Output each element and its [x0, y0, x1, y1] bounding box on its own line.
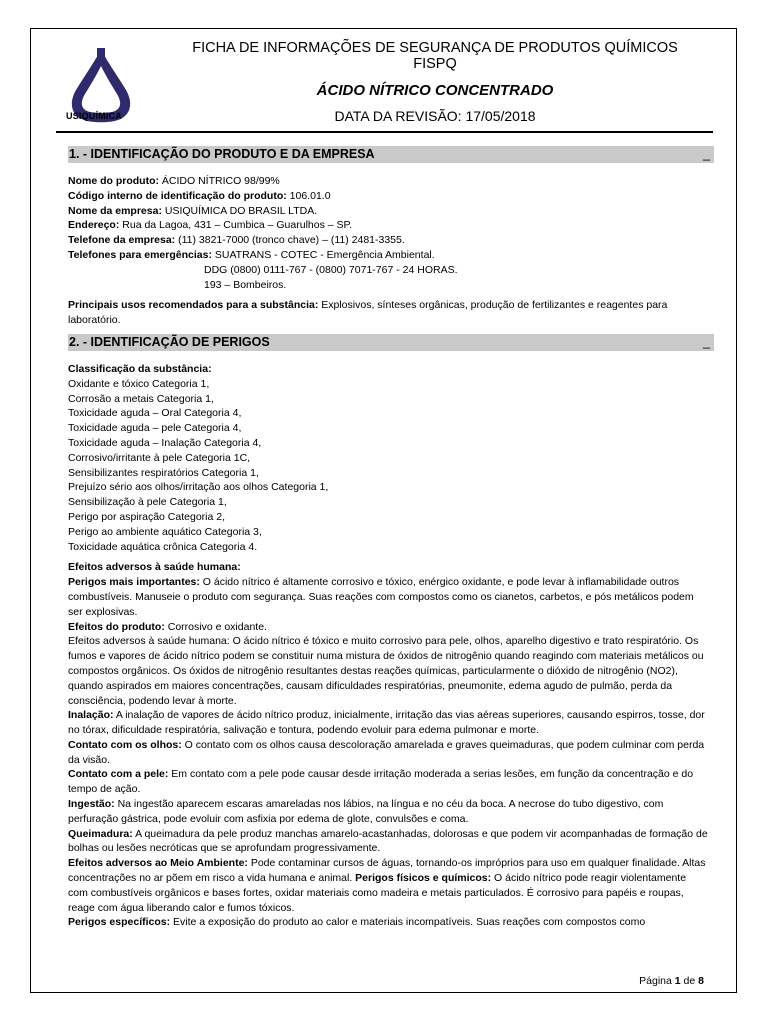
revision-date: DATA DA REVISÃO: 17/05/2018: [334, 108, 536, 124]
recommended-uses: Principais usos recomendados para a substância: Explosivos, sínteses orgânicas, produção de fertilizantes e reagentes para laboratório.: [68, 299, 668, 327]
section-2-heading: 2. - IDENTIFICAÇÃO DE PERIGOS _: [68, 334, 714, 351]
product-identification: Nome do produto: ÁCIDO NÍTRICO 98/99% Código interno de identificação do produto: 106.01.0 Nome da empresa: USIQUÍMICA DO BRASIL LTDA. Endereço: Rua da Lagoa, 431 – Cumbica – Guarulhos – SP. Telefone da empresa: (11) 3821-7000 (tronco chave) – (11) 2481-3355. Telefones para emergências: SUATRANS - COTEC - Emergência Ambiental. DDG (0800) 0111-767 - (0800) 7071-767 - 24 HORAS. 193 – Bombeiros.: [68, 175, 458, 291]
header-divider: [56, 131, 713, 133]
classification-list: Classificação da substância: Oxidante e tóxico Categoria 1, Corrosão a metais Categoria 1, Toxicidade aguda – Oral Categoria 4, Toxicidade aguda – pele Categoria 4, Toxicidade aguda – Inalação Categoria 4, Corrosivo/irritante à pele Categoria 1C, Sensibilizantes respiratórios Categoria 1, Prejuízo sério aos olhos/irritação aos olhos Categoria 1, Sensibilização à pele Categoria 1, Perigo por aspiração Categoria 2, Perigo ao ambiente aquático Categoria 3, Toxicidade aquática crônica Categoria 4.: [68, 362, 329, 553]
health-effects: Efeitos adversos à saúde humana: Perigos mais importantes: O ácido nítrico é altamente corrosivo e tóxico, enérgico oxidante, e pode levar à inflamabilidade outros combustíveis. Manuseie o produto com segurança. Suas reações com compostos como os cianetos, carbetos, e pós metálicos podem ser explosivas. Efeitos do produto: Corrosivo e oxidante. Efeitos adversos à saúde humana: O ácido nítrico é tóxico e muito corrosivo para pele, olhos, aparelho digestivo e trato respiratório. Os fumos e vapores de ácido nítrico podem se constituir numa mistura de óxidos de nitrogênio quando reagindo com materiais metálicos ou compostos orgânicos. Os óxidos de nitrogênio resultantes destas reações químicas, particularmente o dióxido de nitrogênio (NO2), quando aspirados em maiores concentrações, causam dificuldades respiratórias, pneumonite, edema agudo de pulmão, perda da consciência, podendo levar à morte. Inalação: A inalação de vapores de ácido nítrico produz, inicialmente, irritação das vias aéreas superiores, causando espirros, tosse, dor no tórax, dificuldade respiratória, salivação e tontura, podendo evoluir para edema pulmonar e morte. Contato com os olhos: O contato com os olhos causa descoloração amarelada e graves queimaduras, que podem culminar com perda da visão. Contato com a pele: Em contato com a pele pode causar desde irritação moderada a serias lesões, em função da concentração e do tempo de ação. Ingestão: Na ingestão aparecem escaras amareladas nos lábios, na língua e no céu da boca. A necrose do tubo digestivo, com perfuração gástrica, pode evoluir com asfixia por edema de glote, convulsões e coma. Queimadura: A queimadura da pele produz manchas amarelo-acastanhadas, dolorosas e que podem vir acompanhadas de formação de bolhas ou lesões necróticas que se aprofundam progressivamente. Efeitos adversos ao Meio Ambiente: Pode contaminar cursos de águas, tornando-os impróprios para uso em qualquer finalidade. Altas concentrações no ar põem em risco a vida humana e animal. Perigos físicos e químicos: O ácido nítrico pode reagir violentamente com combustíveis orgânicos e bases fortes, oxidar materiais como madeira e metais particulados. É corrosivo para papéis e roupas, reage com água liberando calor e fumos tóxicos. Perigos específicos: Evite a exposição do produto ao calor e materiais incompatíveis. Suas reações com compostos como: [68, 561, 708, 929]
section-1-heading: 1. - IDENTIFICAÇÃO DO PRODUTO E DA EMPRESA _: [68, 146, 714, 163]
logo-text: USIQUÍMICA: [66, 111, 122, 121]
document-body: [68, 146, 708, 930]
document-title: FICHA DE INFORMAÇÕES DE SEGURANÇA DE PRODUTOS QUÍMICOS FISPQ: [192, 40, 678, 72]
page-number: Página 1 de 8: [639, 975, 704, 987]
product-title: ÁCIDO NÍTRICO CONCENTRADO: [316, 82, 554, 99]
